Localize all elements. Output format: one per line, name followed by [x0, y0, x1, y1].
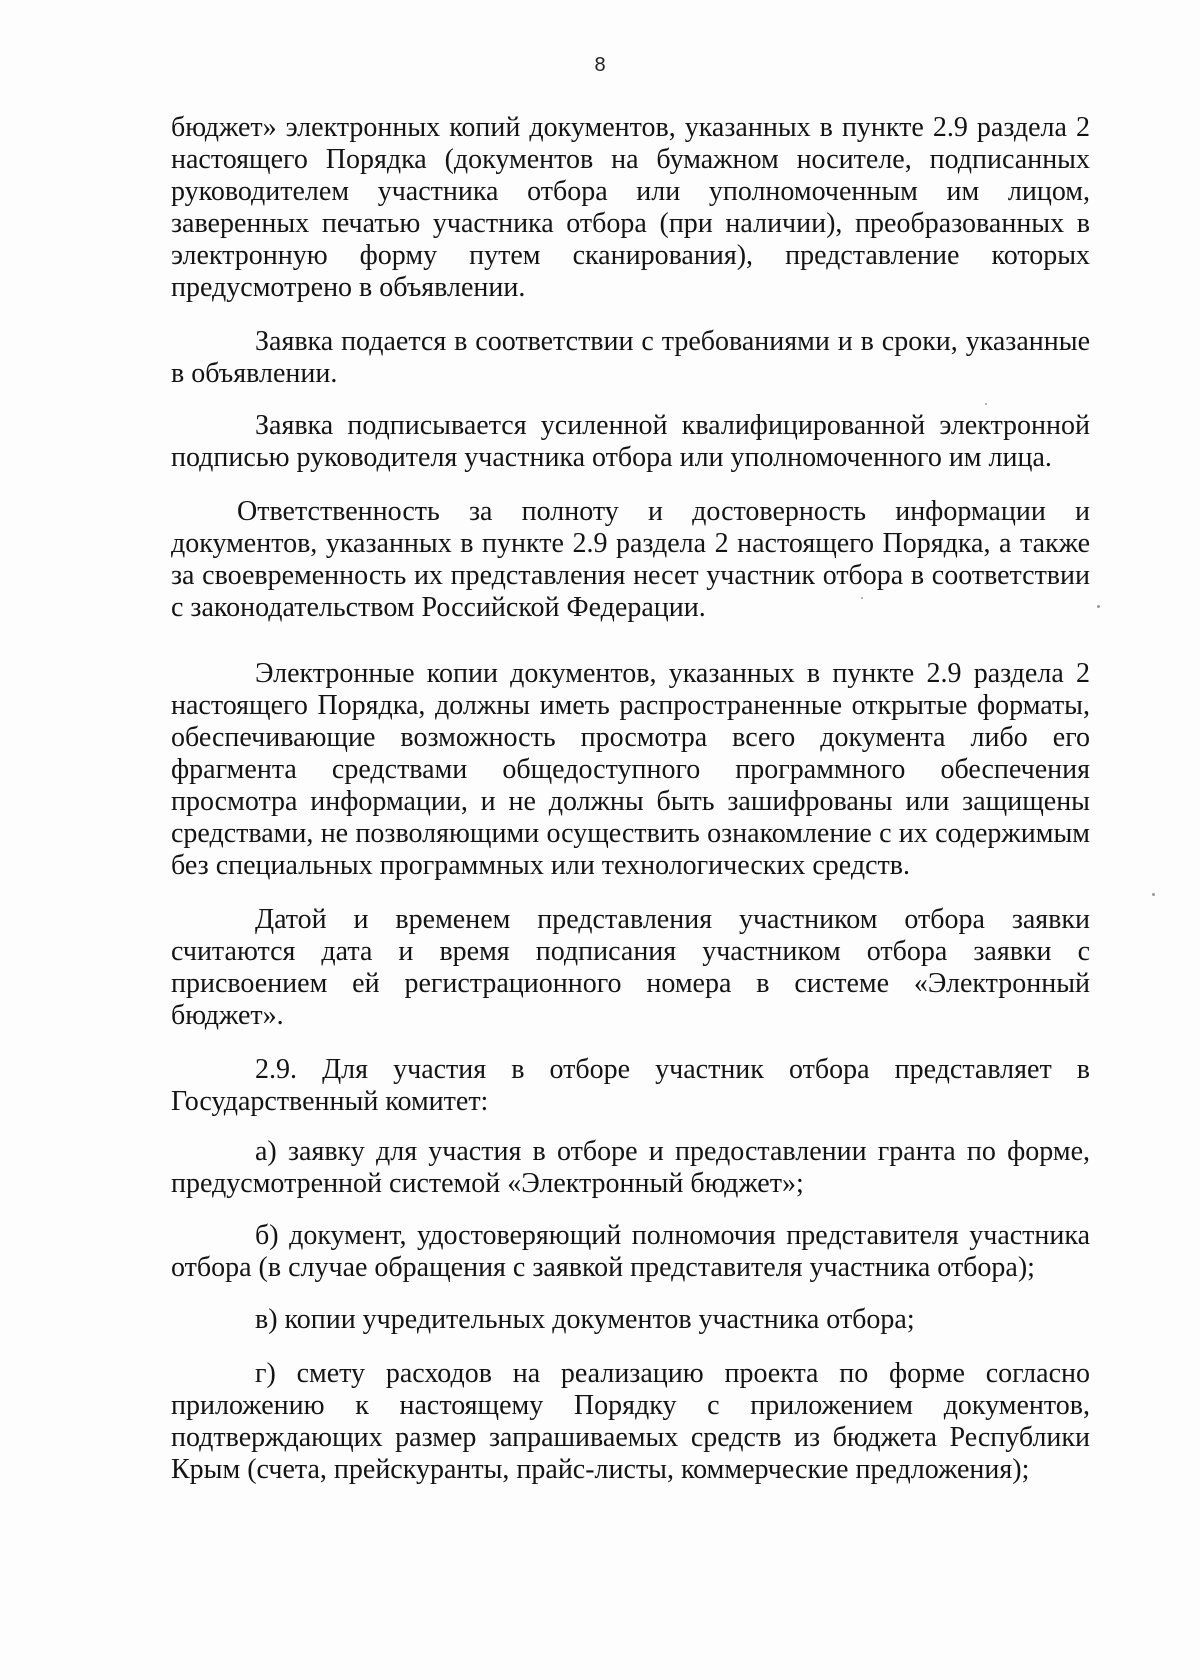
text-line: просмотра информации, и не должны быть зашифрованы или защищены: [171, 786, 1090, 817]
text-line: Датой и временем представления участником отбора заявки: [255, 904, 1090, 935]
text-line: подписью руководителя участника отбора или уполномоченного им лица.: [171, 442, 1052, 473]
text-line: обеспечивающие возможность просмотра всего документа либо его: [171, 722, 1090, 753]
scan-speck: [861, 597, 863, 599]
paragraph: [171, 1136, 1090, 1200]
text-line: Ответственность за полноту и достоверность информации и: [237, 496, 1090, 527]
text-line: Электронные копии документов, указанных в пункте 2.9 раздела 2: [255, 658, 1090, 689]
text-line: бюджет».: [171, 1000, 284, 1031]
text-line: в) копии учредительных документов участника отбора;: [255, 1304, 915, 1335]
text-line: Крым (счета, прейскуранты, прайс-листы, коммерческие предложения);: [171, 1454, 1030, 1485]
scan-speck: [1152, 893, 1155, 896]
text-line: за своевременность их представления несет участник отбора в соответствии: [171, 560, 1090, 591]
text-line: настоящего Порядка, должны иметь распространенные открытые форматы,: [171, 690, 1090, 721]
text-line: подтверждающих размер запрашиваемых средств из бюджета Республики: [171, 1422, 1090, 1453]
text-line: электронную форму путем сканирования), представление которых: [171, 240, 1090, 271]
text-line: г) смету расходов на реализацию проекта по форме согласно: [255, 1358, 1090, 1389]
text-line: б) документ, удостоверяющий полномочия представителя участника: [255, 1220, 1090, 1251]
paragraph: [171, 1054, 1090, 1118]
text-line: средствами, не позволяющими осуществить ознакомление с их содержимым: [171, 818, 1090, 849]
text-line: фрагмента средствами общедоступного программного обеспечения: [171, 754, 1090, 785]
paragraph: [171, 1304, 1090, 1336]
paragraph: [171, 326, 1090, 390]
text-line: приложению к настоящему Порядку с приложением документов,: [171, 1390, 1090, 1421]
text-line: настоящего Порядка (документов на бумажном носителе, подписанных: [171, 144, 1090, 175]
text-line: а) заявку для участия в отборе и предоставлении гранта по форме,: [255, 1136, 1090, 1167]
paragraph: [171, 410, 1090, 474]
scan-speck: [985, 403, 987, 405]
paragraph: [171, 904, 1090, 1032]
paragraph: [171, 1220, 1090, 1284]
text-line: с законодательством Российской Федерации.: [171, 592, 706, 623]
text-line: 2.9. Для участия в отборе участник отбора представляет в: [255, 1054, 1090, 1085]
paragraph: [171, 658, 1090, 882]
text-line: Государственный комитет:: [171, 1086, 489, 1117]
text-line: считаются дата и время подписания участником отбора заявки с: [171, 936, 1090, 967]
text-line: Заявка подписывается усиленной квалифицированной электронной: [255, 410, 1090, 441]
text-line: отбора (в случае обращения с заявкой представителя участника отбора);: [171, 1252, 1035, 1283]
text-line: в объявлении.: [171, 358, 338, 389]
text-line: без специальных программных или технологических средств.: [171, 850, 910, 881]
paragraph: [171, 1358, 1090, 1486]
text-line: присвоением ей регистрационного номера в системе «Электронный: [171, 968, 1090, 999]
text-line: Заявка подается в соответствии с требованиями и в сроки, указанные: [255, 326, 1090, 357]
paragraph: [171, 112, 1090, 304]
text-line: предусмотрено в объявлении.: [171, 272, 526, 303]
text-line: предусмотренной системой «Электронный бюджет»;: [171, 1168, 804, 1199]
text-line: заверенных печатью участника отбора (при наличии), преобразованных в: [171, 208, 1090, 239]
scan-speck: [1097, 605, 1100, 608]
text-line: руководителем участника отбора или уполномоченным им лицом,: [171, 176, 1090, 207]
paragraph: [171, 496, 1090, 624]
text-line: бюджет» электронных копий документов, указанных в пункте 2.9 раздела 2: [171, 112, 1090, 143]
text-line: документов, указанных в пункте 2.9 раздела 2 настоящего Порядка, а также: [171, 528, 1090, 559]
page-number: 8: [594, 54, 606, 76]
